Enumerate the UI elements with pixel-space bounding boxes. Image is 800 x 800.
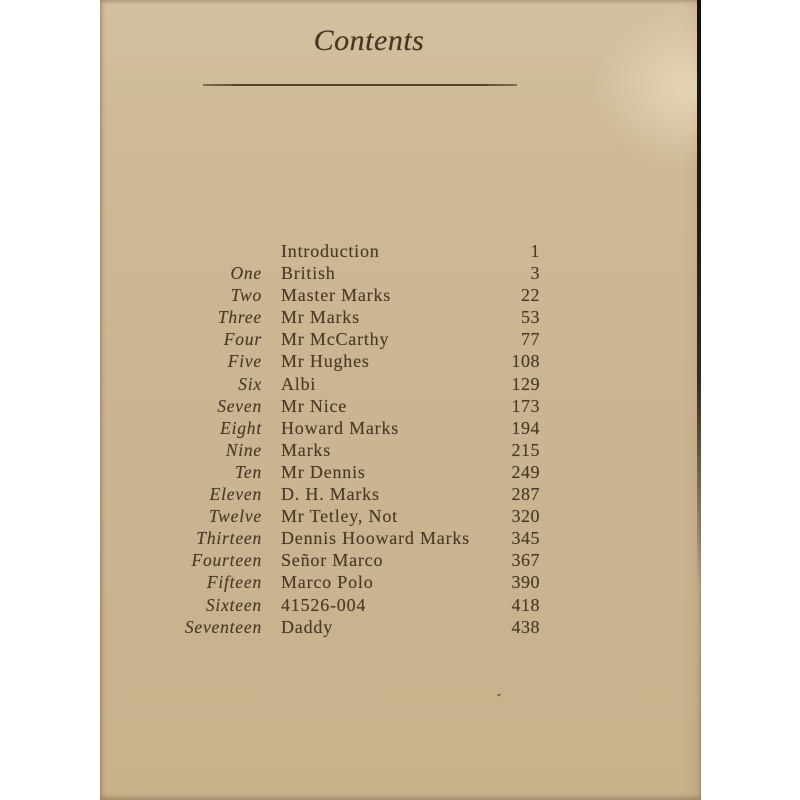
toc-row: [150, 328, 540, 350]
toc-chapter-number: One: [230, 263, 262, 284]
toc-chapter-number: Two: [230, 285, 262, 306]
toc-entry-title: 41526-004: [281, 594, 367, 615]
toc-entry-title: Mr McCarthy: [281, 329, 390, 350]
toc-chapter-number: Sixteen: [205, 594, 262, 615]
toc-row: [150, 417, 540, 439]
contents-page: [100, 0, 701, 800]
toc-entry-title: Introduction: [281, 241, 380, 261]
toc-row: [150, 549, 540, 571]
toc-page-number: 22: [521, 285, 540, 306]
toc-entry-title: Marco Polo: [281, 572, 374, 593]
toc-entry-title: Marks: [281, 439, 331, 460]
toc-entry-title: Daddy: [281, 616, 333, 637]
page-title: Contents: [313, 24, 425, 57]
toc-page-number: 77: [521, 329, 540, 350]
toc-chapter-number: Twelve: [208, 506, 262, 527]
toc-page-number: 287: [511, 484, 540, 505]
toc-chapter-number: Three: [217, 307, 262, 328]
toc-chapter-number: Thirteen: [196, 528, 262, 549]
toc-entry-title: Mr Hughes: [281, 351, 370, 372]
toc-row: [150, 571, 540, 593]
toc-chapter-number: Fifteen: [206, 572, 262, 593]
toc-chapter-number: Four: [223, 329, 262, 350]
toc-chapter-number: Fourteen: [191, 550, 262, 571]
toc-page-number: 194: [511, 417, 540, 438]
toc-page-number: 108: [511, 351, 540, 372]
toc-chapter-number: Five: [227, 351, 262, 372]
toc-chapter-number: Seventeen: [184, 616, 262, 637]
toc-row: [150, 439, 540, 461]
toc-chapter-number: Nine: [225, 439, 262, 460]
toc-row: [150, 594, 540, 616]
toc-page-number: 173: [511, 395, 540, 416]
toc-row: [150, 505, 540, 527]
toc-entry-title: Mr Nice: [281, 395, 348, 416]
toc-row: [150, 306, 540, 328]
toc-page-number: 249: [511, 461, 540, 482]
toc-entry-title: Howard Marks: [281, 417, 400, 438]
toc-row: [150, 461, 540, 483]
toc-chapter-number: Eight: [220, 417, 262, 438]
toc-entry-title: British: [281, 263, 336, 284]
toc-entry-title: D. H. Marks: [281, 484, 380, 505]
toc-row: [150, 350, 540, 372]
toc-page-number: 320: [511, 506, 540, 527]
toc-entry-title: Mr Marks: [281, 307, 360, 328]
book-edge-shadow: [697, 0, 701, 585]
toc-list: [150, 240, 540, 638]
toc-chapter-number: Ten: [234, 461, 262, 482]
toc-page-number: 53: [521, 307, 540, 328]
toc-page-number: 390: [511, 572, 540, 593]
toc-page-number: 418: [511, 594, 540, 615]
toc-row: [150, 483, 540, 505]
toc-entry-title: Mr Tetley, Not: [281, 506, 398, 527]
toc-row: [150, 240, 540, 262]
toc-page-number: 345: [511, 528, 540, 549]
toc-entry-title: Mr Dennis: [281, 461, 366, 482]
toc-chapter-number: Six: [238, 373, 262, 394]
toc-chapter-number: Eleven: [209, 484, 262, 505]
toc-page-number: 215: [511, 439, 540, 460]
toc-entry-title: Albi: [281, 373, 317, 394]
toc-entry-title: Master Marks: [281, 285, 392, 306]
toc-row: [150, 527, 540, 549]
title-divider: [203, 84, 517, 86]
paper-speck: [497, 693, 501, 696]
toc-entry-title: Señor Marco: [281, 550, 384, 571]
toc-row: [150, 284, 540, 306]
toc-page-number: 129: [511, 373, 540, 394]
toc-chapter-number: Seven: [217, 395, 262, 416]
toc-page-number: 3: [530, 263, 540, 284]
toc-row: [150, 616, 540, 638]
toc-row: [150, 373, 540, 395]
toc-row: [150, 262, 540, 284]
toc-page-number: 438: [511, 616, 540, 637]
toc-entry-title: Dennis Hooward Marks: [281, 528, 470, 549]
toc-row: [150, 395, 540, 417]
toc-page-number: 1: [530, 241, 540, 261]
toc-page-number: 367: [511, 550, 540, 571]
